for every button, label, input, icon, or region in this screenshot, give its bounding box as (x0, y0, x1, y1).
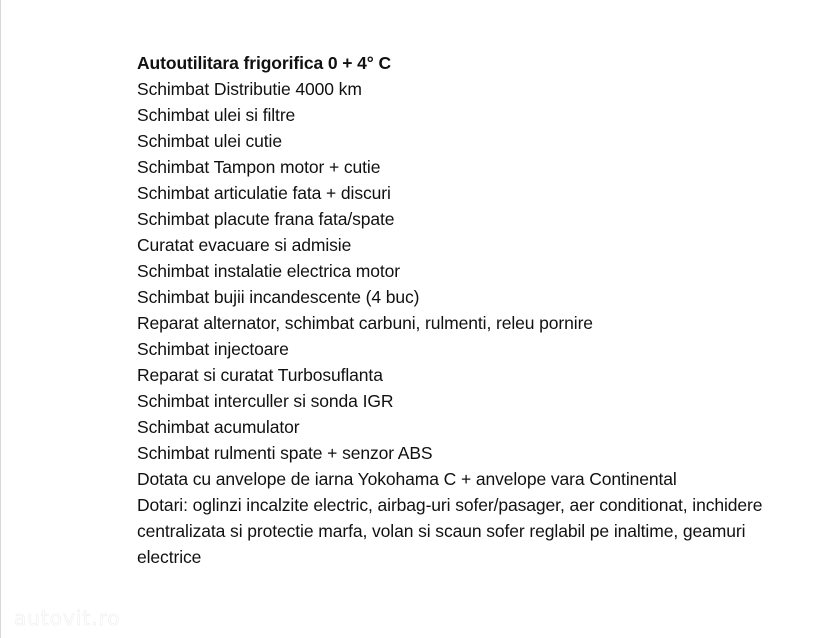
list-item: Schimbat articulatie fata + discuri (137, 183, 391, 203)
list-item: Schimbat Tampon motor + cutie (137, 157, 381, 177)
list-item: Schimbat ulei si filtre (137, 105, 296, 125)
list-item: Reparat alternator, schimbat carbuni, rulmenti, releu pornire (137, 313, 593, 333)
list-item: Dotata cu anvelope de iarna Yokohama C + anvelope vara Continental (137, 469, 677, 489)
watermark-logo: autovit.ro (14, 606, 121, 630)
equipment-paragraph: Dotari: oglinzi incalzite electric, airbag-uri sofer/pasager, aer conditionat, inchidere centralizata si protectie marfa, volan si scaun sofer reglabil pe inaltime, geamuri electrice (137, 495, 763, 567)
list-item: Schimbat Distributie 4000 km (137, 79, 362, 99)
list-item: Curatat evacuare si admisie (137, 235, 352, 255)
list-item: Schimbat acumulator (137, 417, 300, 437)
list-item: Schimbat placute frana fata/spate (137, 209, 395, 229)
list-item: Schimbat injectoare (137, 339, 289, 359)
document-body (137, 50, 797, 570)
list-item: Schimbat bujii incandescente (4 buc) (137, 287, 420, 307)
list-item: Schimbat ulei cutie (137, 131, 282, 151)
list-item: Schimbat instalatie electrica motor (137, 261, 400, 281)
list-item: Schimbat rulmenti spate + senzor ABS (137, 443, 433, 463)
list-item: Reparat si curatat Turbosuflanta (137, 365, 383, 385)
left-border-line (0, 0, 1, 638)
list-item: Schimbat interculler si sonda IGR (137, 391, 394, 411)
document-title: Autoutilitara frigorifica 0 + 4° C (137, 53, 391, 73)
